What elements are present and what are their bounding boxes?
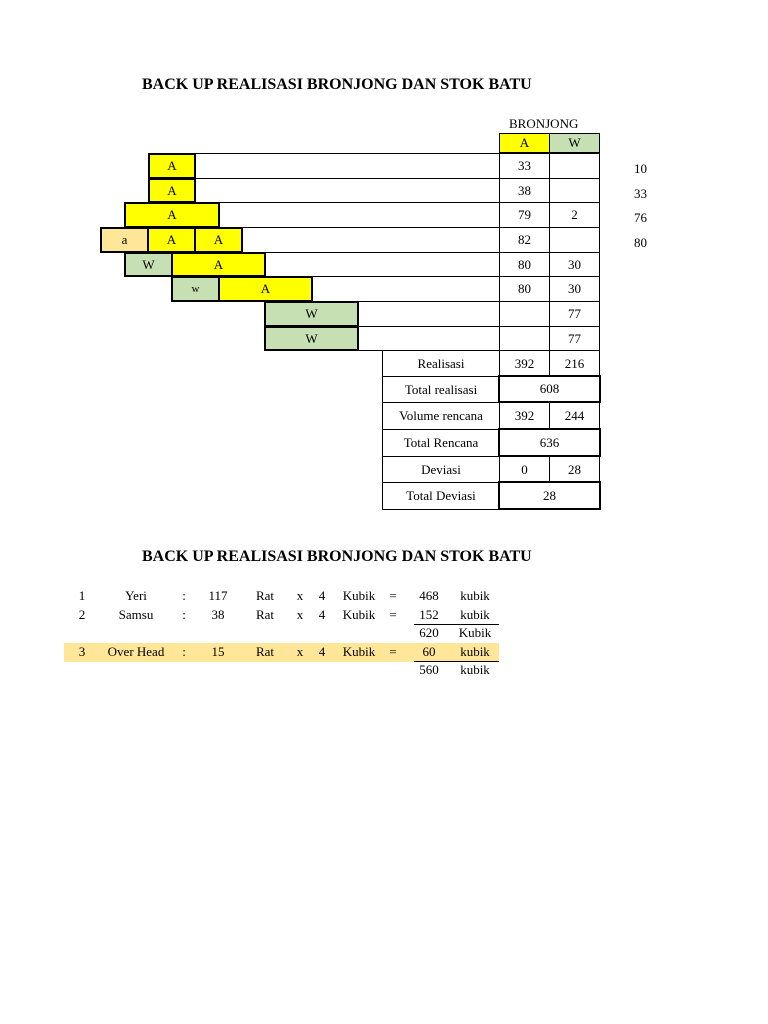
bronjong-header: BRONJONG bbox=[509, 116, 579, 131]
stok-row-unit: Rat bbox=[255, 607, 275, 622]
stok-row-unit2: Kubik bbox=[342, 588, 376, 603]
block-a: A bbox=[194, 227, 243, 253]
col-w-header: W bbox=[549, 133, 600, 153]
stok-row-colon: : bbox=[182, 607, 186, 622]
main-title: BACK UP REALISASI BRONJONG DAN STOK BATU bbox=[142, 76, 532, 93]
row-line bbox=[219, 227, 500, 228]
side-value: 10 bbox=[634, 161, 647, 176]
row4-a: 82 bbox=[499, 227, 550, 253]
total-realisasi-label: Total realisasi bbox=[382, 376, 500, 403]
col-a-header: A bbox=[499, 133, 550, 153]
volume-rencana-a: 392 bbox=[499, 402, 550, 430]
stok-row-result: 468 bbox=[419, 588, 439, 603]
stok-total: 560 bbox=[419, 662, 439, 677]
stok-row-x: x bbox=[296, 607, 304, 622]
stok-row-eq: = bbox=[389, 588, 397, 603]
total-deviasi-label: Total Deviasi bbox=[382, 482, 500, 510]
stok-row-result: 152 bbox=[419, 607, 439, 622]
deviasi-label: Deviasi bbox=[382, 456, 500, 483]
stok-row-name: Yeri bbox=[125, 588, 147, 603]
stok-row-no: 1 bbox=[78, 588, 86, 603]
row7-a bbox=[499, 301, 550, 327]
row8-w: 77 bbox=[549, 326, 600, 351]
stok-row-eq: = bbox=[389, 607, 397, 622]
block-a: A bbox=[124, 202, 220, 228]
side-value: 80 bbox=[634, 235, 647, 250]
row-line bbox=[195, 178, 500, 179]
stok-row-qty: 38 bbox=[211, 607, 225, 622]
stok-row-result: 60 bbox=[422, 644, 436, 659]
stok-row-name: Over Head bbox=[107, 644, 165, 659]
volume-rencana-label: Volume rencana bbox=[382, 402, 500, 430]
stok-row-colon: : bbox=[182, 588, 186, 603]
block-w: W bbox=[264, 301, 359, 327]
stok-row-eq: = bbox=[389, 644, 397, 659]
stok-row-unit: Rat bbox=[255, 644, 275, 659]
row2-w bbox=[549, 178, 600, 203]
stok-row-x: x bbox=[296, 644, 304, 659]
realisasi-w: 216 bbox=[549, 350, 600, 377]
row1-w bbox=[549, 153, 600, 179]
realisasi-a: 392 bbox=[499, 350, 550, 377]
row7-w: 77 bbox=[549, 301, 600, 327]
total-deviasi-value: 28 bbox=[498, 481, 601, 510]
row5-w: 30 bbox=[549, 252, 600, 277]
stok-row-name: Samsu bbox=[118, 607, 154, 622]
row6-w: 30 bbox=[549, 276, 600, 302]
stok-row-no: 3 bbox=[78, 644, 86, 659]
stok-row-mult: 4 bbox=[318, 607, 326, 622]
stok-row-unit2: Kubik bbox=[342, 607, 376, 622]
block-a: A bbox=[147, 227, 196, 253]
stok-row-qty: 15 bbox=[211, 644, 225, 659]
realisasi-label: Realisasi bbox=[382, 350, 500, 377]
row8-a bbox=[499, 326, 550, 351]
stok-row-unit3: kubik bbox=[460, 607, 490, 622]
stok-subtotal: 620 bbox=[419, 625, 439, 640]
stok-row-unit3: kubik bbox=[460, 644, 490, 659]
stok-row-no: 2 bbox=[78, 607, 86, 622]
stok-total-unit: kubik bbox=[460, 662, 490, 677]
row-line bbox=[195, 153, 500, 154]
block-a-small: a bbox=[100, 227, 149, 253]
section-title: BACK UP REALISASI BRONJONG DAN STOK BATU bbox=[142, 548, 532, 565]
deviasi-a: 0 bbox=[499, 456, 550, 483]
row-line bbox=[195, 202, 500, 203]
row2-a: 38 bbox=[499, 178, 550, 203]
total-rencana-label: Total Rencana bbox=[382, 429, 500, 457]
block-w-small: w bbox=[171, 276, 220, 302]
block-a: A bbox=[171, 252, 266, 277]
block-w: W bbox=[264, 326, 359, 351]
row5-a: 80 bbox=[499, 252, 550, 277]
volume-rencana-w: 244 bbox=[549, 402, 600, 430]
stok-row-qty: 117 bbox=[208, 588, 228, 603]
stok-row-x: x bbox=[296, 588, 304, 603]
row3-w: 2 bbox=[549, 202, 600, 228]
block-a: A bbox=[218, 276, 313, 302]
row3-a: 79 bbox=[499, 202, 550, 228]
block-w: W bbox=[124, 252, 173, 277]
stok-row-unit3: kubik bbox=[460, 588, 490, 603]
total-rencana-value: 636 bbox=[498, 428, 601, 457]
stok-row-mult: 4 bbox=[318, 644, 326, 659]
side-value: 76 bbox=[634, 210, 647, 225]
side-value: 33 bbox=[634, 186, 647, 201]
row-line bbox=[358, 326, 500, 327]
row4-w bbox=[549, 227, 600, 253]
row6-a: 80 bbox=[499, 276, 550, 302]
block-a: A bbox=[148, 178, 196, 203]
stok-row-unit2: Kubik bbox=[342, 644, 376, 659]
stok-subtotal-unit: Kubik bbox=[458, 625, 492, 640]
total-realisasi-value: 608 bbox=[498, 375, 601, 403]
stok-row-unit: Rat bbox=[255, 588, 275, 603]
row-line bbox=[242, 252, 500, 253]
deviasi-w: 28 bbox=[549, 456, 600, 483]
row1-a: 33 bbox=[499, 153, 550, 179]
block-a: A bbox=[148, 153, 196, 179]
stok-row-mult: 4 bbox=[318, 588, 326, 603]
stok-row-colon: : bbox=[182, 644, 186, 659]
